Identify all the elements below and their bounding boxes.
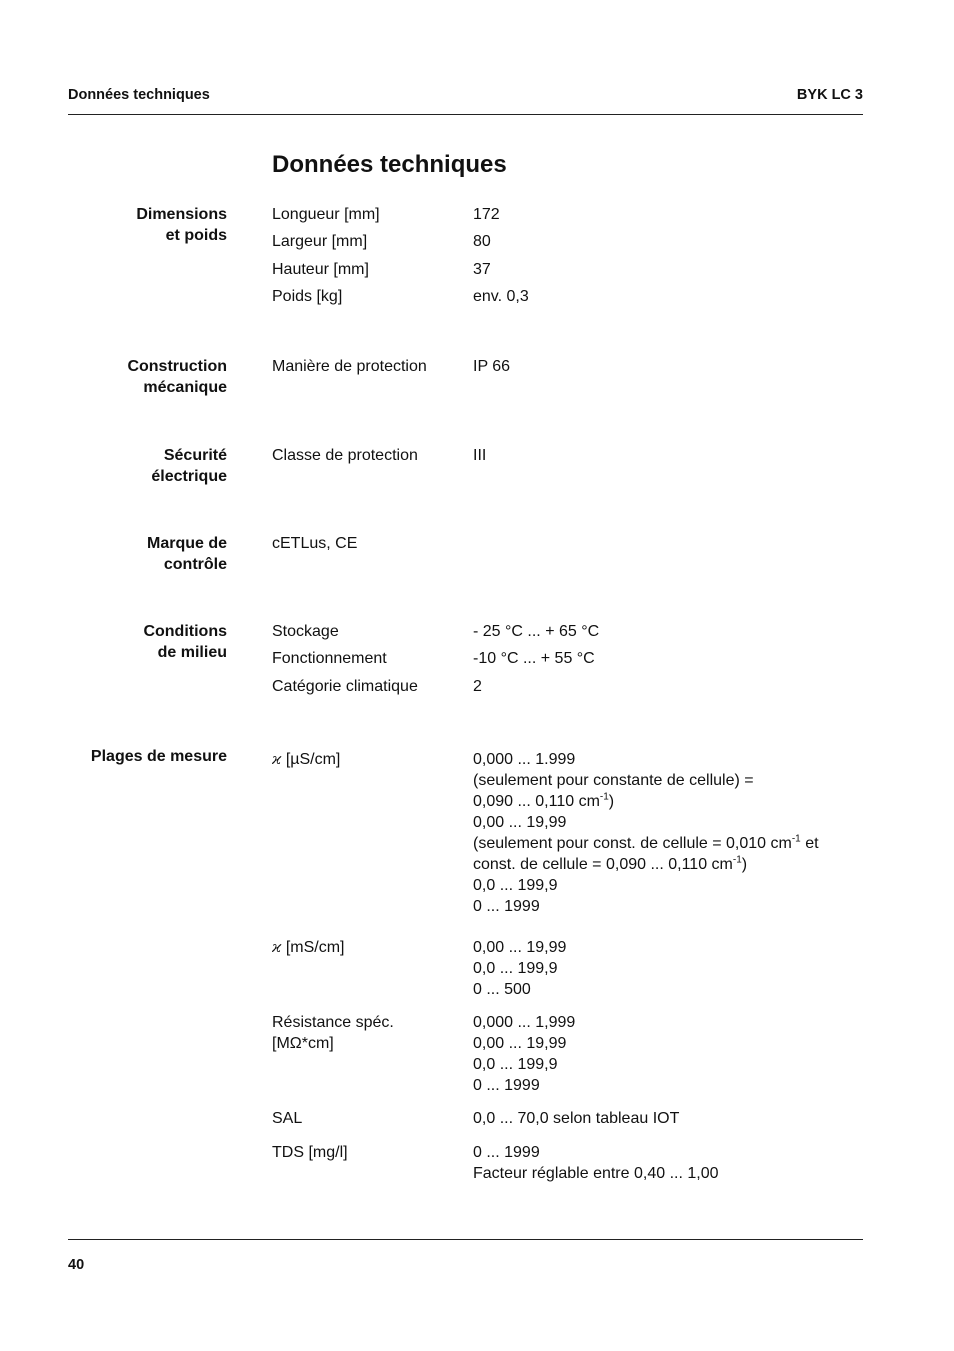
footer-divider — [68, 1239, 863, 1240]
label-line: Dimensions — [136, 206, 227, 223]
spec-value-block — [473, 1012, 575, 1096]
range-text: ) — [608, 793, 615, 810]
spec-name: Hauteur [mm] — [272, 261, 369, 278]
spec-value-block — [473, 1142, 718, 1184]
range-line: 0,00 ... 19,99 — [473, 939, 567, 956]
unit-label: [mS/cm] — [285, 939, 345, 956]
label-line: Sécurité — [163, 447, 227, 464]
range-line: 0,0 ... 199,9 — [473, 1056, 558, 1073]
label-line: électrique — [151, 468, 227, 485]
spec-name: Manière de protection — [272, 358, 427, 375]
label-line: mécanique — [143, 379, 227, 396]
kappa-symbol: ϰ — [272, 750, 282, 768]
range-line: 0,0 ... 199,9 — [473, 877, 558, 894]
spec-value: cETLus, CE — [272, 535, 358, 552]
range-line — [473, 854, 819, 875]
range-line: 0 ... 1999 — [473, 1077, 540, 1094]
spec-value-block — [473, 749, 819, 917]
spec-name: SAL — [272, 1110, 303, 1127]
label-line: Marque de — [146, 535, 227, 552]
range-line: 0,000 ... 1.999 — [473, 751, 576, 768]
spec-name: Catégorie climatique — [272, 678, 418, 695]
label-line: de milieu — [157, 644, 227, 661]
spec-value: 2 — [473, 678, 482, 695]
range-line — [473, 833, 819, 854]
spec-name — [272, 937, 344, 958]
range-text: (seulement pour const. de cellule = 0,010 cm — [473, 835, 792, 852]
range-line: 0,0 ... 199,9 — [473, 960, 558, 977]
range-line: Facteur réglable entre 0,40 ... 1,00 — [473, 1165, 719, 1182]
spec-value: 172 — [473, 206, 500, 223]
superscript: -1 — [599, 791, 609, 803]
spec-value: env. 0,3 — [473, 288, 529, 305]
section-label-conditions — [27, 621, 227, 663]
superscript: -1 — [732, 854, 742, 866]
spec-name: TDS [mg/l] — [272, 1144, 348, 1161]
header-divider — [68, 114, 863, 115]
running-header-product: BYK LC 3 — [796, 87, 863, 103]
superscript: -1 — [791, 833, 801, 845]
range-line — [473, 791, 819, 812]
spec-value: -10 °C ... + 55 °C — [473, 650, 595, 667]
page-title: Données techniques — [272, 151, 507, 178]
spec-name: Classe de protection — [272, 447, 418, 464]
range-text: ) — [741, 856, 748, 873]
range-text: et — [800, 835, 819, 852]
page-number: 40 — [68, 1257, 85, 1273]
section-label-construction — [27, 356, 227, 398]
spec-value-block — [473, 937, 566, 1000]
spec-value: IP 66 — [473, 358, 511, 375]
spec-value: 80 — [473, 233, 491, 250]
spec-name — [272, 1012, 394, 1054]
range-text: 0,090 ... 0,110 cm — [473, 793, 600, 810]
label-line: Conditions — [143, 623, 227, 640]
label-line: contrôle — [163, 556, 227, 573]
range-line: 0,000 ... 1,999 — [473, 1014, 576, 1031]
unit-label: [µS/cm] — [285, 751, 341, 768]
range-line: 0 ... 1999 — [473, 1144, 540, 1161]
spec-value: 37 — [473, 261, 491, 278]
spec-name: Poids [kg] — [272, 288, 343, 305]
label-line: Construction — [127, 358, 227, 375]
kappa-symbol: ϰ — [272, 938, 282, 956]
section-label-marque — [27, 533, 227, 575]
spec-name: Largeur [mm] — [272, 233, 368, 250]
spec-name: Stockage — [272, 623, 339, 640]
spec-name — [272, 749, 340, 770]
section-label-plages: Plages de mesure — [90, 748, 227, 765]
spec-name: Fonctionnement — [272, 650, 387, 667]
running-header-title: Données techniques — [68, 87, 210, 103]
range-line: 0 ... 500 — [473, 981, 531, 998]
name-line: [MΩ*cm] — [272, 1035, 334, 1052]
range-line: (seulement pour constante de cellule) = — [473, 772, 754, 789]
spec-value: III — [473, 447, 487, 464]
label-line: et poids — [165, 227, 227, 244]
spec-value: 0,0 ... 70,0 selon tableau IOT — [473, 1110, 680, 1127]
range-text: const. de cellule = 0,090 ... 0,110 cm — [473, 856, 733, 873]
spec-value: - 25 °C ... + 65 °C — [473, 623, 600, 640]
spec-name: Longueur [mm] — [272, 206, 380, 223]
range-line: 0 ... 1999 — [473, 898, 540, 915]
section-label-dimensions — [27, 204, 227, 246]
range-line: 0,00 ... 19,99 — [473, 814, 567, 831]
name-line: Résistance spéc. — [272, 1014, 394, 1031]
range-line: 0,00 ... 19,99 — [473, 1035, 567, 1052]
section-label-securite — [27, 445, 227, 487]
